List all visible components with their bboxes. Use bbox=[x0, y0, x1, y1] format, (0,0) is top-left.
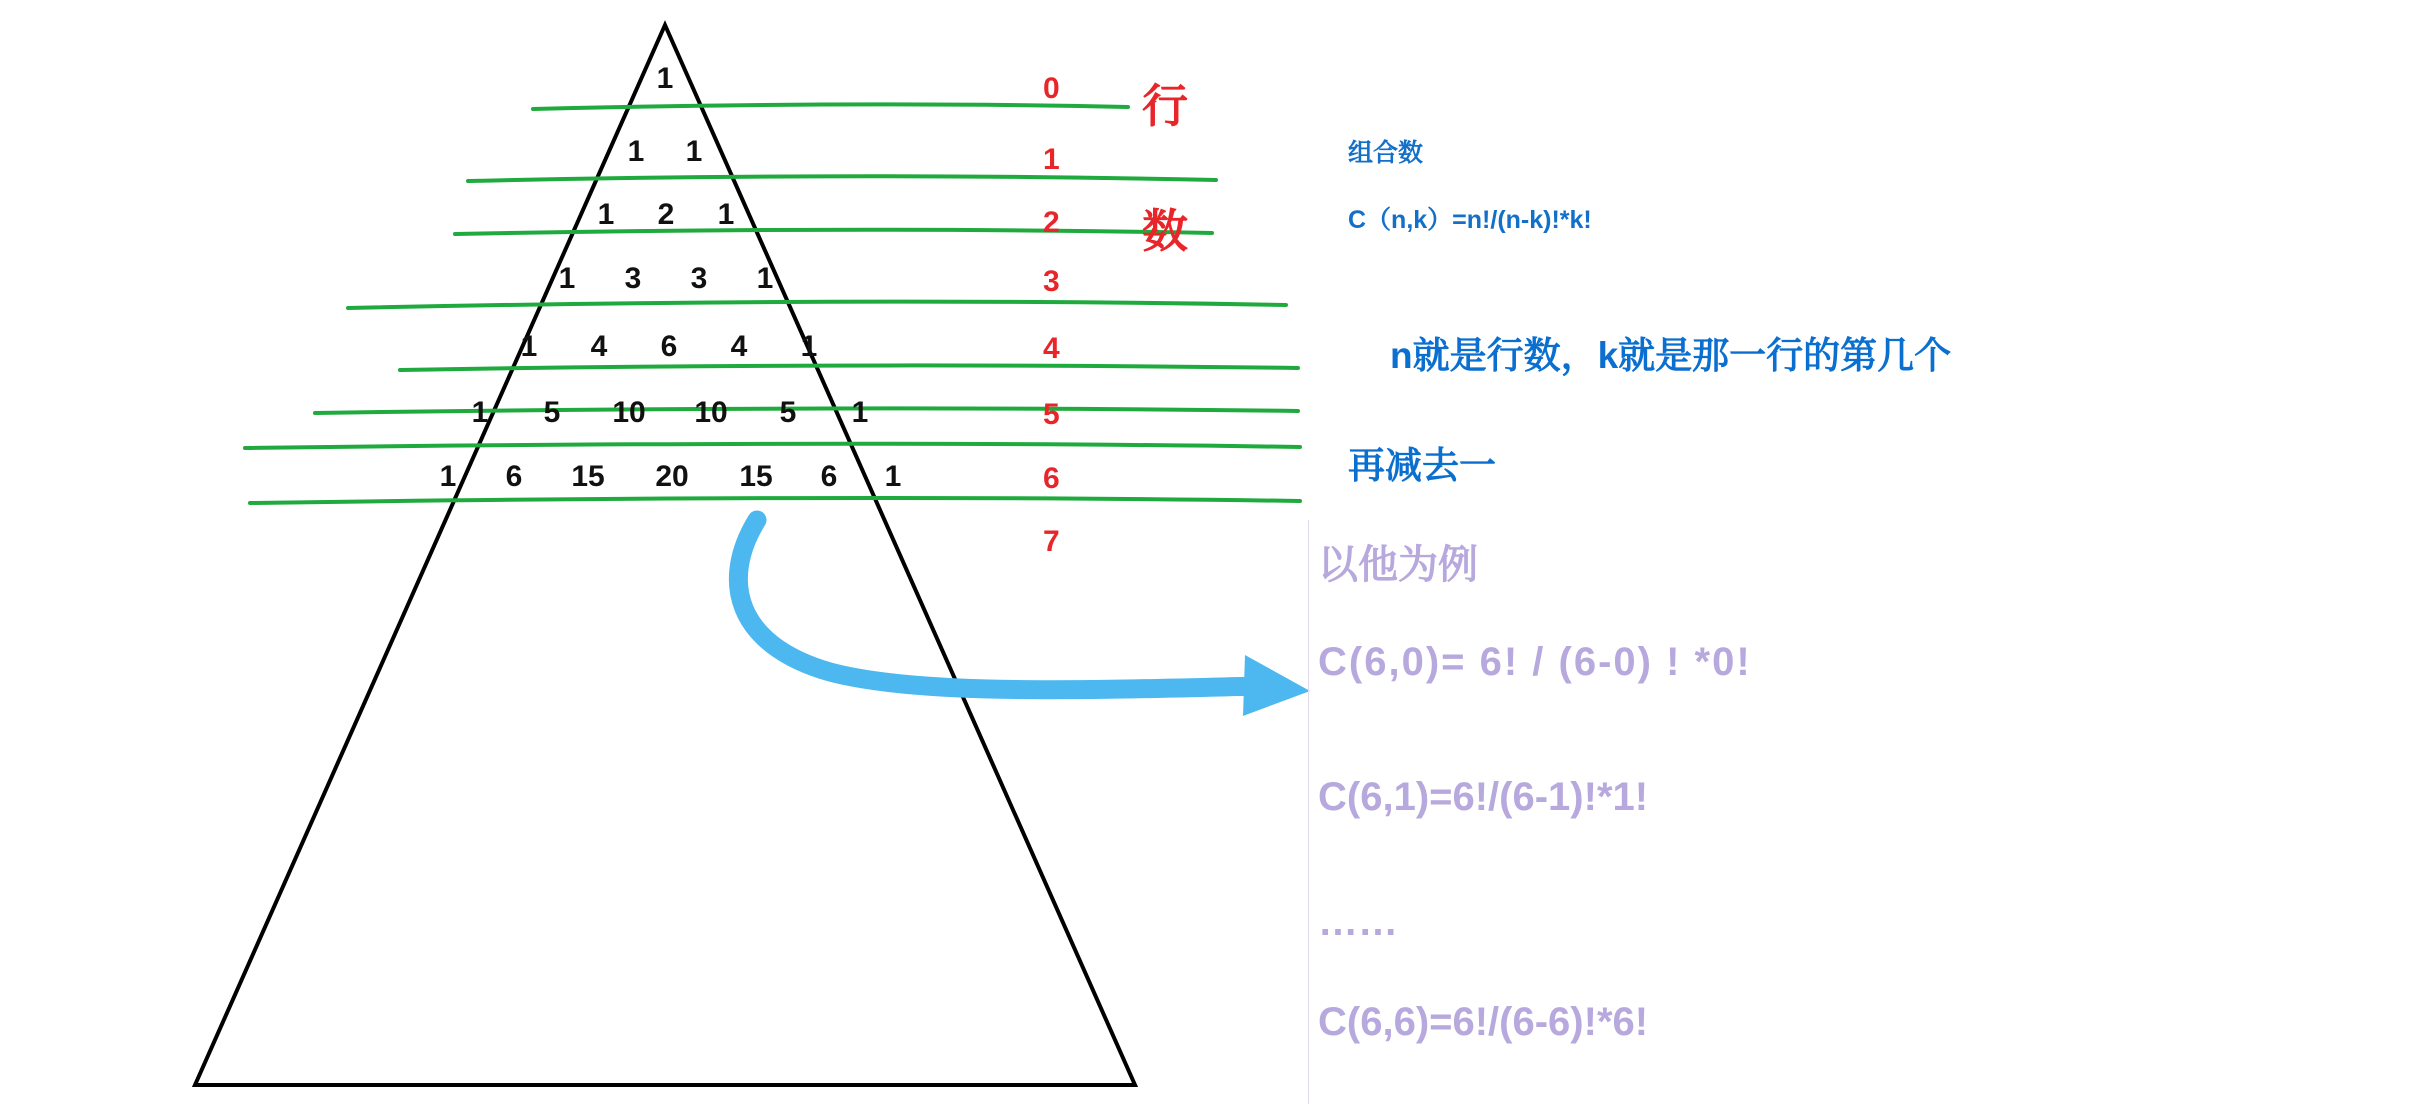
pascal-row bbox=[475, 330, 863, 364]
row-index-2: 2 bbox=[1043, 206, 1060, 239]
pascal-cell: 15 bbox=[739, 460, 773, 493]
pascal-row bbox=[555, 62, 775, 96]
triangle-outline bbox=[195, 25, 1135, 1085]
pascal-cell: 1 bbox=[520, 330, 538, 363]
pascal-cell: 1 bbox=[800, 330, 818, 363]
pascal-cell: 1 bbox=[597, 198, 615, 231]
pascal-cell: 4 bbox=[730, 330, 748, 363]
pascal-cell: 1 bbox=[439, 460, 457, 493]
pascal-cell: 1 bbox=[717, 198, 735, 231]
example-formula-1: C(6,0)= 6! / (6-0) ! *0! bbox=[1318, 640, 1752, 684]
row-index-7: 7 bbox=[1043, 525, 1060, 558]
pascal-row bbox=[555, 135, 775, 169]
pascal-cell: 3 bbox=[690, 262, 708, 295]
pascal-cell: 1 bbox=[471, 396, 489, 429]
example-header: 以他为例 bbox=[1318, 543, 1478, 587]
pascal-cell: 3 bbox=[624, 262, 642, 295]
pascal-cell: 5 bbox=[779, 396, 797, 429]
combination-title: 组合数 bbox=[1348, 139, 1424, 167]
explanation-line-1: n就是行数，k就是那一行的第几个 bbox=[1390, 335, 1952, 376]
row-index-1: 1 bbox=[1043, 143, 1060, 176]
explanation-line-2: 再减去一 bbox=[1348, 445, 1496, 486]
pascal-cell: 5 bbox=[543, 396, 561, 429]
pascal-row bbox=[500, 262, 832, 296]
row-index-0: 0 bbox=[1043, 72, 1060, 105]
pascal-cell: 15 bbox=[571, 460, 605, 493]
example-formula-3: C(6,6)=6!/(6-6)!*6! bbox=[1318, 1000, 1649, 1044]
row-index-3: 3 bbox=[1043, 265, 1060, 298]
row-index-6: 6 bbox=[1043, 462, 1060, 495]
pascal-row bbox=[440, 396, 900, 430]
pascal-cell: 1 bbox=[656, 62, 674, 95]
label-shu: 数 bbox=[1142, 205, 1188, 257]
combination-formula: C（n,k）=n!/(n-k)!*k! bbox=[1348, 206, 1592, 234]
pascal-cell: 4 bbox=[590, 330, 608, 363]
pascal-cell: 1 bbox=[756, 262, 774, 295]
pascal-cell: 6 bbox=[505, 460, 523, 493]
pascal-cell: 6 bbox=[660, 330, 678, 363]
pascal-cell: 1 bbox=[851, 396, 869, 429]
pascal-cell: 10 bbox=[694, 396, 728, 429]
row-index-5: 5 bbox=[1043, 398, 1060, 431]
pascal-row bbox=[526, 198, 806, 232]
pascal-cell: 2 bbox=[657, 198, 675, 231]
faint-guide-line bbox=[1308, 520, 1309, 1104]
pascal-cell: 1 bbox=[627, 135, 645, 168]
pascal-row bbox=[415, 460, 925, 494]
example-formula-2: C(6,1)=6!/(6-1)!*1! bbox=[1318, 775, 1649, 819]
row-index-4: 4 bbox=[1043, 332, 1060, 365]
pascal-cell: 1 bbox=[884, 460, 902, 493]
pascal-cell: 1 bbox=[685, 135, 703, 168]
pascal-cell: 1 bbox=[558, 262, 576, 295]
blue-arrow bbox=[738, 520, 1310, 716]
pascal-cell: 20 bbox=[655, 460, 689, 493]
pascal-cell: 10 bbox=[612, 396, 646, 429]
label-hang: 行 bbox=[1142, 80, 1188, 132]
example-ellipsis: …… bbox=[1318, 900, 1398, 944]
pascal-cell: 6 bbox=[820, 460, 838, 493]
